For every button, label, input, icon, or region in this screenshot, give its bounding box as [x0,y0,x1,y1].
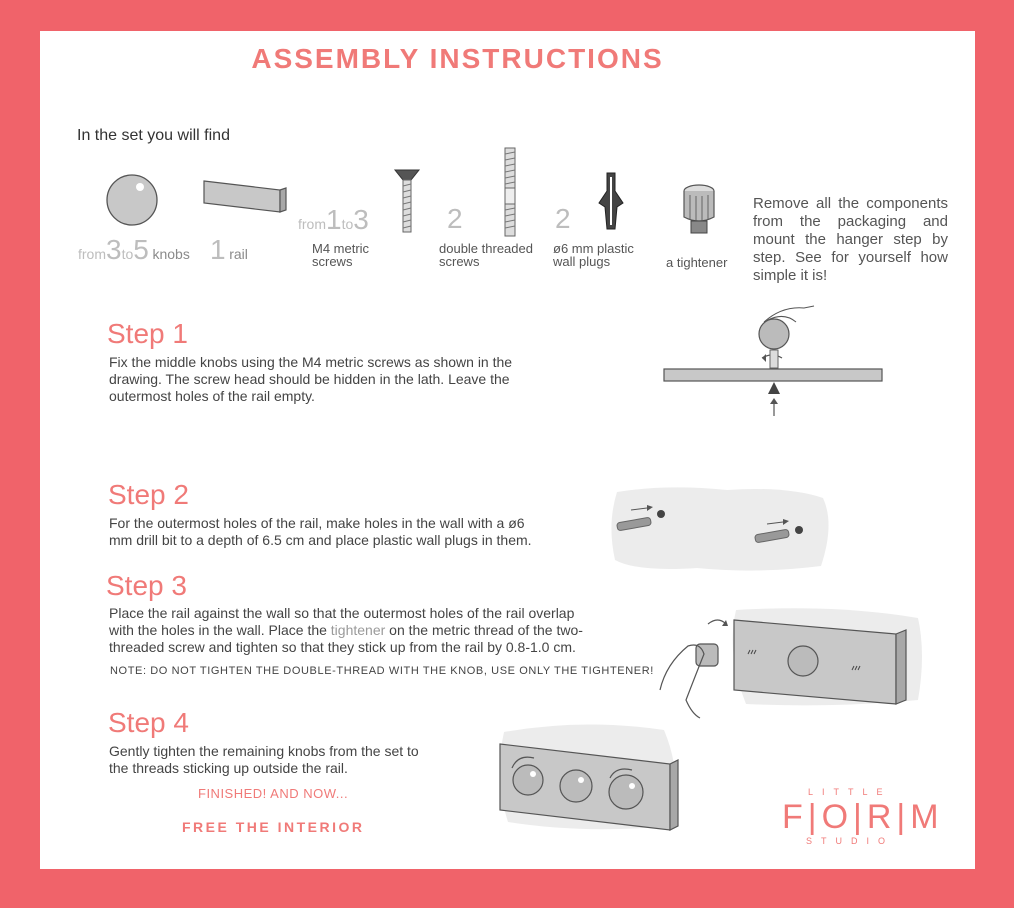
double-screws-count: 2 [447,203,463,234]
double-screws-label: double threaded screws [439,241,533,269]
tightener-illustration [681,183,717,237]
step-1-title: Step 1 [107,318,188,349]
step-4-title: Step 4 [108,707,189,738]
step-2-text: For the outermost holes of the rail, make holes in the wall with a ø6 mm drill bit to a depth of 6.5 cm and place plastic wall plugs in them. [109,515,532,548]
knobs-label: from3to5 knobs [78,234,190,265]
intro-text: In the set you will find [77,127,230,144]
knob-illustration [105,173,159,227]
rail-illustration [202,179,288,215]
logo-form: F|O|R|M [782,798,944,836]
step-2-illustration [607,484,837,574]
rail-label: 1 rail [210,234,248,265]
wall-plugs-label: ø6 mm plastic wall plugs [553,241,634,269]
remove-components-text: Remove all the components from the packaging and mount the hanger step by step. See for yourself how simple it is! [753,195,948,284]
step-3-title: Step 3 [106,570,187,601]
logo-studio: STUDIO [806,836,895,846]
step-2-title: Step 2 [108,479,189,510]
wall-plug-illustration [595,171,627,233]
double-threaded-screw-illustration [502,146,518,238]
metric-screw-illustration [393,168,421,234]
metric-screws-count: from1to3 [298,204,369,235]
logo-little: LITTLE [808,787,892,797]
step-4-illustration [494,718,684,834]
step-4-text: Gently tighten the remaining knobs from the set to the threads sticking up outside the rail. [109,743,419,776]
step-1-text: Fix the middle knobs using the M4 metric screws as shown in the drawing. The screw head should be hidden in the lath. Leave the outermost holes of the rail empty. [109,354,513,404]
wall-plugs-count: 2 [555,203,571,234]
page-title: ASSEMBLY INSTRUCTIONS [251,43,664,74]
step-3-illustration [656,604,926,719]
tightener-label: a tightener [666,255,728,270]
step-1-illustration [664,300,884,420]
metric-screws-label: M4 metric screws [312,241,370,269]
step-3-note: NOTE: DO NOT TIGHTEN THE DOUBLE-THREAD WITH THE KNOB, USE ONLY THE TIGHTENER! [110,665,654,677]
step-3-text: Place the rail against the wall so that the outermost holes of the rail overlap with the holes in the wall. Place the tightener on the metric thread of the two- threaded screw and tighten so that they stick up from the rail by 0.8-1.0 cm. [109,605,583,655]
free-the-interior-text: FREE THE INTERIOR [182,819,365,835]
finished-text: FINISHED! AND NOW... [198,786,349,801]
tightener-highlight: tightener [330,622,386,638]
